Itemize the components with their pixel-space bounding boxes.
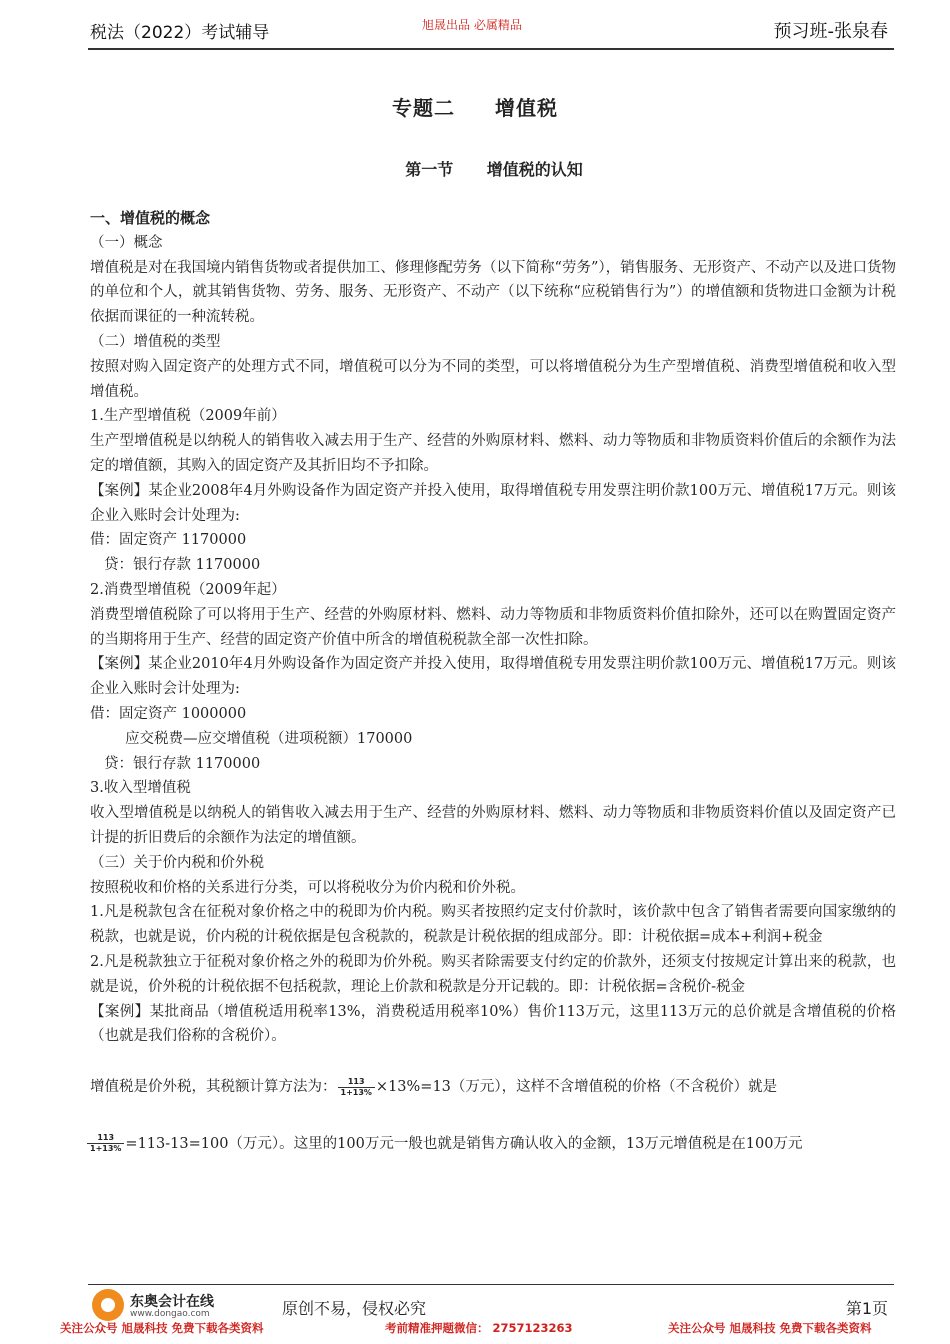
case-example: 【案例】某批商品（增值税适用税率13%，消费税适用税率10%）售价113万元，这里113万元的总价就是含增值税的价格（也就是我们俗称的含税价）。 — [90, 1003, 896, 1045]
paragraph: 生产型增值税是以纳税人的销售收入减去用于生产、经营的外购原材料、燃料、动力等物质和非物质资料价值后的余额作为法定的增值额，其购入的固定资产及其折旧均不予扣除。 — [90, 433, 896, 474]
paragraph: 增值税是对在我国境内销售货物或者提供加工、修理修配劳务（以下简称“劳务”），销售服务、无形资产、不动产以及进口货物的单位和个人，就其销售货物、劳务、服务、无形资产、不动产（以下统称“应税销售行为”）的增值额和货物进口金额为计税依据而课征的一种流转税。 — [90, 259, 896, 326]
section-number: 第一节 — [405, 160, 454, 179]
formula-text: =113-13=100（万元）。这里的100万元一般也就是销售方确认收入的金额，13万元增值税是在100万元 — [125, 1135, 803, 1152]
journal-entry-credit: 贷：银行存款 1170000 — [104, 557, 261, 574]
header-brand-slogan: 旭晟出品 必属精品 — [422, 18, 522, 32]
logo-name: 东奥会计在线 — [130, 1294, 214, 1310]
watermark-center: 考前精准押题微信： 2757123263 — [385, 1321, 573, 1335]
page-title — [0, 92, 950, 121]
paragraph: 消费型增值税除了可以将用于生产、经营的外购原材料、燃料、动力等物质和非物质资料价值扣除外，还可以在购置固定资产的当期将用于生产、经营的固定资产价值中所含的增值税税款全部一次性扣除。 — [90, 606, 896, 648]
footer-copyright-notice: 原创不易，侵权必究 — [282, 1299, 427, 1318]
formula-text: ×13%=13（万元），这样不含增值税的价格（不含税价）就是 — [375, 1079, 778, 1096]
section-name: 增值税的认知 — [486, 160, 583, 179]
journal-entry-debit: 借：固定资产 1170000 — [90, 532, 247, 549]
logo-mark-icon — [92, 1289, 124, 1321]
formula-paragraph-2 — [90, 1132, 896, 1157]
case-example: 【案例】某企业2008年4月外购设备作为固定资产并投入使用，取得增值税专用发票注明价款100万元、增值税17万元。则该企业入账时会计处理为: — [90, 482, 896, 524]
watermark-left: 关注公众号 旭晟科技 免费下载各类资料 — [60, 1321, 264, 1335]
footer-divider — [88, 1284, 894, 1285]
title-subject: 增值税 — [494, 96, 558, 120]
header-divider — [88, 48, 894, 50]
case-example: 【案例】某企业2010年4月外购设备作为固定资产并投入使用，取得增值税专用发票注明价款100万元、增值税17万元。则该企业入账时会计处理为: — [90, 656, 896, 698]
header-class-name: 预习班-张泉春 — [773, 21, 888, 42]
list-item: 2.凡是税款独立于征税对象价格之外的税即为价外税。购买者除需要支付约定的价款外，还须支付按规定计算出来的税款，也就是说，价外税的计税依据不包括税款，理论上价款和税款是分开记载的。即：计税依据=含税价-税金 — [90, 953, 896, 995]
paragraph: 收入型增值税是以纳税人的销售收入减去用于生产、经营的外购原材料、燃料、动力等物质和非物质资料价值以及固定资产已计提的折旧费后的余额作为法定的增值额。 — [90, 805, 896, 846]
heading-concept: 一、增值税的概念 — [90, 209, 211, 227]
journal-entry-credit: 贷：银行存款 1170000 — [104, 755, 261, 772]
fraction-numerator: 113 — [338, 1077, 375, 1088]
fraction-denominator: 1+13% — [90, 1144, 122, 1154]
fraction-numerator: 113 — [87, 1133, 124, 1144]
fraction-denominator: 1+13% — [340, 1087, 372, 1097]
logo-url: www.dongao.com — [130, 1309, 210, 1319]
paragraph: 按照对购入固定资产的处理方式不同，增值税可以分为不同的类型，可以将增值税分为生产型增值税、消费型增值税和收入型增值税。 — [90, 358, 896, 400]
subheading: （三）关于价内税和价外税 — [90, 854, 264, 871]
fraction — [87, 1133, 124, 1154]
fraction — [338, 1077, 375, 1098]
section-title — [0, 157, 950, 180]
journal-entry-debit: 应交税费—应交增值税（进项税额）170000 — [125, 730, 413, 747]
list-item: 1.凡是税款包含在征税对象价格之中的税即为价内税。购买者按照约定支付价款时，该价款中包含了销售者需要向国家缴纳的税款，也就是说，价内税的计税依据是包含税款的，税款是计税依据的组成部分。即：计税依据=成本+利润+税金 — [90, 904, 896, 946]
subheading: （二）增值税的类型 — [90, 333, 221, 350]
list-item: 1.生产型增值税（2009年前） — [90, 408, 286, 425]
paragraph: 按照税收和价格的关系进行分类，可以将税收分为价内税和价外税。 — [90, 879, 525, 896]
document-body — [90, 206, 896, 1157]
watermark-right: 关注公众号 旭晟科技 免费下载各类资料 — [668, 1321, 872, 1335]
title-topic: 专题二 — [392, 96, 456, 120]
list-item: 2.消费型增值税（2009年起） — [90, 581, 286, 598]
subheading: （一）概念 — [90, 234, 163, 251]
formula-text: 增值税是价外税，其税额计算方法为： — [90, 1079, 337, 1096]
header-course-title: 税法（2022）考试辅导 — [90, 23, 270, 43]
journal-entry-debit: 借：固定资产 1000000 — [90, 705, 247, 722]
page-number: 第1页 — [845, 1299, 888, 1318]
list-item: 3.收入型增值税 — [90, 780, 191, 797]
formula-paragraph-1 — [90, 1075, 896, 1100]
